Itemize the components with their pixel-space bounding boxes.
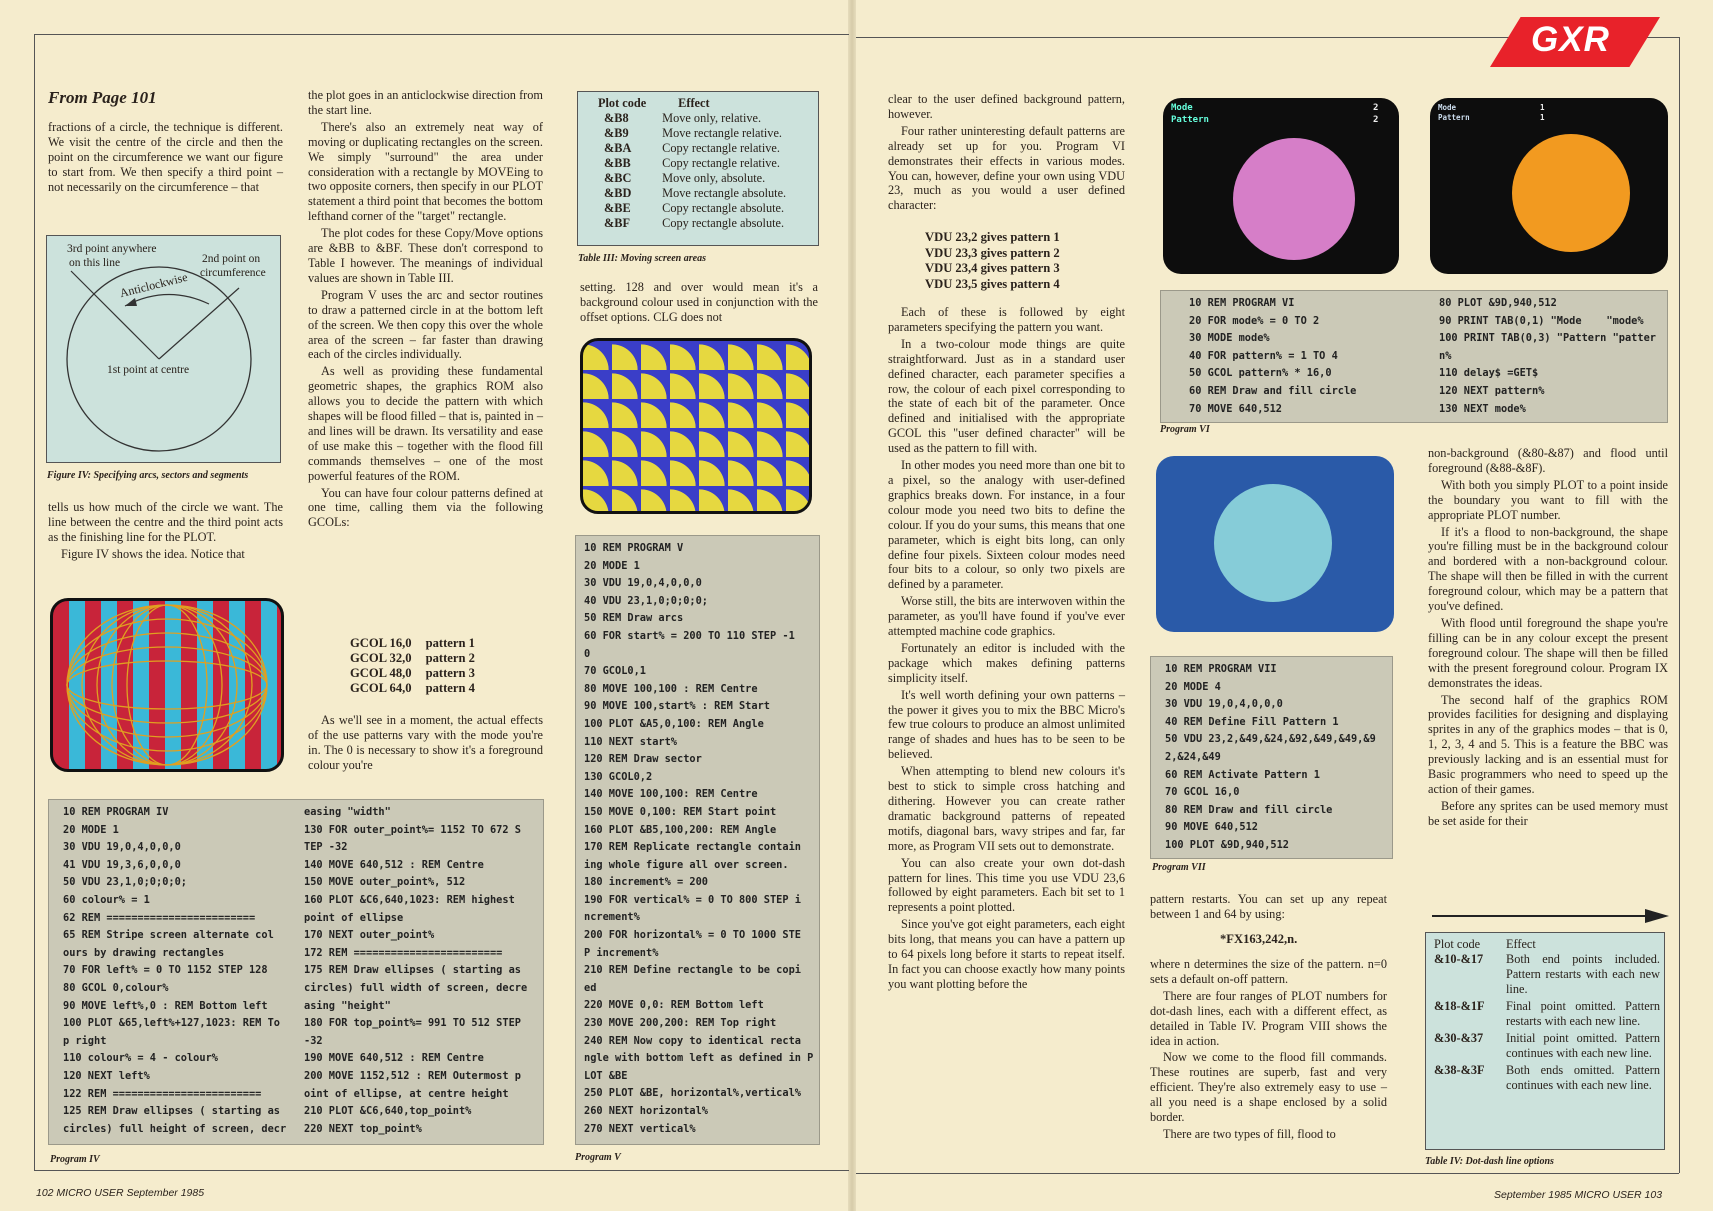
left-col1-top xyxy=(48,120,283,197)
table-3 xyxy=(577,91,819,246)
paragraph: tells us how much of the circle we want. The line between the centre and the third point acts as the finishing line for the PLOT. xyxy=(48,500,283,544)
right-col2-b xyxy=(1150,957,1387,1144)
program-4-code-left: 10 REM PROGRAM IV 20 MODE 1 30 VDU 19,0,4,0,0,0 41 VDU 19,3,6,0,0,0 50 VDU 23,1,0;0;0;0; 60 colour% = 1 62 REM ======================== 65 REM Stripe screen alternate col ours by drawing rectangles 70 FOR left% = 0 TO 1152 STEP 128 80 GCOL 0,colour% 90 MOVE left%,0 : REM Bottom left 100 PLOT &65,left%+127,1023: REM To p right 110 colour% = 4 - colour% 120 NEXT left% 122 REM ======================== 125 REM Draw ellipses ( starting as circles) full height of screen, decr xyxy=(63,806,287,1135)
continue-arrow xyxy=(1432,915,1650,917)
paragraph: It's well worth defining your own patterns – the power it gives you to mix the BBC Micro's few true colours to produce an almost unlimited range of shades and hues has to be seen to be believed. xyxy=(888,687,1125,762)
paragraph: You can also create your own dot-dash pattern for lines. This time you use VDU 23,6 followed by eight parameters. Each bit set to 1 represents a point plotted. xyxy=(888,855,1125,915)
paragraph: There's also an extremely neat way of moving or duplicating rectangles on the screen. We simply "surround" the area under consideration with a rectangle by MOVEing to two opposite corners, then specify in our PLOT statement a third point that becomes the bottom lefthand corner of the "target" rectangle. xyxy=(308,119,543,224)
paragraph: Program V uses the arc and sector routines to draw a patterned circle in at the bottom left of the screen. We then copy this over the whole area of the screen – far faster than drawing each of the circles individually. xyxy=(308,287,543,362)
paragraph: As well as providing these fundamental geometric shapes, the graphics ROM also allows you to decide the pattern with which shapes will be flood filled – that is, painted in – and lines will be drawn. Its versatility and ease of use make this – together with the flood fill commands themselves – one of the most powerful features of the ROM. xyxy=(308,364,543,483)
paragraph: non-background (&80-&87) and flood until foreground (&88-&8F). xyxy=(1428,446,1668,475)
table-row: &BE Copy rectangle absolute. xyxy=(604,201,785,215)
gcol-row: GCOL 16,0 pattern 1 xyxy=(350,636,475,650)
paragraph: With both you simply PLOT to a point inside the boundary you want to fill with the appropriate PLOT number. xyxy=(1428,477,1668,522)
program-6-caption: Program VI xyxy=(1160,424,1210,435)
paragraph: You can have four colour patterns defined at one time, calling them via the following GCOLs: xyxy=(308,485,543,530)
vdu-item: VDU 23,3 gives pattern 2 xyxy=(925,245,1060,260)
paragraph: With flood until foreground the shape you're filling can be in any colour except the present foreground colour. The shape will then be filled with the present foreground colour. Program IX demonstrates the ideas. xyxy=(1428,615,1668,690)
paragraph: When attempting to blend new colours it's best to stick to simple cross hatching and dithering. However you can create rather dramatic background patterns of repeated motifs, diagonal bars, wavy stripes and far, far more, as Program VII sets out to demonstrate. xyxy=(888,764,1125,853)
fig-label-3rd-point-b: on this line xyxy=(69,257,121,269)
program-4-caption: Program IV xyxy=(50,1154,100,1165)
paragraph: Before any sprites can be used memory must be set aside for their xyxy=(1428,798,1668,828)
gxr-badge-text: GXR xyxy=(1531,20,1610,59)
screen-label-pattern: Pattern xyxy=(1171,115,1209,125)
screenshot-program-vii xyxy=(1156,456,1394,632)
right-footer: September 1985 MICRO USER 103 xyxy=(1494,1189,1663,1201)
paragraph: There are four ranges of PLOT numbers for dot-dash lines, each with a different effect, as detailed in Table IV. Program VIII shows the idea in action. xyxy=(1150,988,1387,1048)
orange-circle xyxy=(1512,134,1630,252)
program-5-code: 10 REM PROGRAM V 20 MODE 1 30 VDU 19,0,4,0,0,0 40 VDU 23,1,0;0;0;0; 50 REM Draw arcs 60 FOR start% = 200 TO 110 STEP -1 0 70 GCOL0,1 80 MOVE 100,100 : REM Centre 90 MOVE 100,start% : REM Start 100 PLOT &A5,0,100: REM Angle 110 NEXT start% 120 REM Draw sector 130 GCOL0,2 140 MOVE 100,100: REM Centre 150 MOVE 0,100: REM Start point 160 PLOT &B5,100,200: REM Angle 170 REM Replicate rectangle contain ing whole figure all over screen. 180 increment% = 200 190 FOR vertical% = 0 TO 800 STEP i ncrement% 200 FOR horizontal% = 0 TO 1000 STE P increment% 210 REM Define rectangle to be copi ed 220 MOVE 0,0: REM Bottom left 230 MOVE 200,200: REM Top right 240 REM Now copy to identical recta ngle with bottom left as defined in P LOT &BE 250 PLOT &BE, horizontal%,vertical% 260 NEXT horizontal% 270 NEXT vertical% xyxy=(584,542,814,1135)
table-row: &18-&1F Final point omitted. Pattern restarts with each new line. xyxy=(1434,999,1660,1028)
right-col3 xyxy=(1428,446,1668,831)
gcol-row: GCOL 32,0 pattern 2 xyxy=(350,651,475,665)
paragraph: If it's a flood to non-background, the shape you're filling must be in the background colour and bordered with a non-background colour. The shape will then be filled in with the current foreground colour, which may be a pattern that you've defined. xyxy=(1428,524,1668,614)
table-row: &30-&37 Initial point omitted. Pattern continues with each new line. xyxy=(1434,1031,1660,1060)
paragraph: pattern restarts. You can set up any repeat between 1 and 64 by using: xyxy=(1150,892,1387,921)
table-row: &10-&17 Both end points included. Pattern restarts with each new line. xyxy=(1434,952,1660,996)
right-col1-top xyxy=(888,92,1125,215)
paragraph: In other modes you need more than one bit to a pixel, so the analogy with user-defined graphics breaks down. For instance, in a four colour mode you need two bits to define the colour. If you do your sums, this means that one parameter, which is eight bits long, can only define four pixels. Sixteen colour modes need four bits to a colour, so only two pixels are defined by a parameter. xyxy=(888,458,1125,592)
screenshot-program-v xyxy=(580,338,812,514)
paragraph: Each of these is followed by eight parameters specifying the pattern you want. xyxy=(888,305,1125,334)
screen-value-mode: 2 xyxy=(1373,103,1379,113)
paragraph: Worse still, the bits are interwoven within the parameter, as you'll have found if you've ever attempted machine code graphics. xyxy=(888,594,1125,639)
screen-value-pattern: 1 xyxy=(1540,113,1545,122)
cyan-circle xyxy=(1214,484,1332,602)
gcol-list xyxy=(350,636,475,696)
screen-label-mode: Mode xyxy=(1171,103,1193,113)
paragraph: The plot codes for these Copy/Move options are &BB to &BF. These don't correspond to Table I however. The meanings of individual values are shown in Table III. xyxy=(308,226,543,285)
program-6-listing xyxy=(1160,290,1668,423)
table-row: &B9 Move rectangle relative. xyxy=(604,126,782,140)
screen-label-mode: Mode xyxy=(1438,103,1457,112)
article-heading: From Page 101 xyxy=(48,88,157,107)
program-4-code-right: easing "width" 130 FOR outer_point%= 1152 TO 672 S TEP -32 140 MOVE 640,512 : REM Centre 150 MOVE outer_point%, 512 160 PLOT &C6,640,1023: REM highest point of ellipse 170 NEXT outer_point% 172 REM ======================== 175 REM Draw ellipses ( starting as circles) full width of screen, decre asing "height" 180 FOR top_point%= 991 TO 512 STEP -32 190 MOVE 640,512 : REM Centre 200 MOVE 1152,512 : REM Outermost p oint of ellipse, at centre height 210 PLOT &C6,640,top_point% 220 NEXT top_point% xyxy=(304,806,528,1135)
screen-value-mode: 1 xyxy=(1540,103,1545,112)
fig-label-3rd-point: 3rd point anywhere xyxy=(67,243,157,255)
left-col1-mid xyxy=(48,500,283,564)
table-4 xyxy=(1425,932,1665,1150)
left-col2-bottom xyxy=(308,713,543,775)
vdu-list xyxy=(925,230,1060,292)
table-3-caption: Table III: Moving screen areas xyxy=(578,253,706,264)
screenshot-mode-2 xyxy=(1163,98,1399,274)
program-5-listing xyxy=(575,535,820,1145)
paragraph: where n determines the size of the pattern. n=0 sets a default on-off pattern. xyxy=(1150,957,1387,986)
page-gutter xyxy=(848,0,856,1211)
gcol-row: GCOL 64,0 pattern 4 xyxy=(350,681,475,695)
screen-label-pattern: Pattern xyxy=(1438,113,1470,122)
vdu-item: VDU 23,4 gives pattern 3 xyxy=(925,261,1060,275)
paragraph: There are two types of fill, flood to xyxy=(1163,1126,1336,1141)
table-row: &BD Move rectangle absolute. xyxy=(604,186,787,200)
fx-command: *FX163,242,n. xyxy=(1220,932,1298,946)
table-3-grid: Plot code Effect &B8 Move only, relative. &B9 Move rectangle relative. &BA Copy rectangle relative. &BB Copy rectangle relative. &BC Move only, absolute. &BD Move rectangle absolute. &BE Copy rectangle absolute. &BF Copy rectangle absolute. xyxy=(598,96,787,230)
program-6-code-left: 10 REM PROGRAM VI 20 FOR mode% = 0 TO 2 30 MODE mode% 40 FOR pattern% = 1 TO 4 50 GCOL pattern% * 16,0 60 REM Draw and fill circle 70 MOVE 640,512 xyxy=(1189,297,1357,415)
table-row: &BC Move only, absolute. xyxy=(604,171,766,185)
paragraph: Four rather uninteresting default patterns are already set up for you. Program VI demonstrates their effects in various modes. You can, however, define your own using VDU 23, much as you would a user defined character: xyxy=(888,123,1125,213)
program-6-code-right: 80 PLOT &9D,940,512 90 PRINT TAB(0,1) "Mode "mode% 100 PRINT TAB(0,3) "Pattern "patter n% 110 delay$ =GET$ 120 NEXT pattern% 130 NEXT mode% xyxy=(1439,297,1656,415)
program-7-caption: Program VII xyxy=(1152,862,1206,873)
paragraph: Since you've got eight parameters, each eight bits long, that means you can have a pattern up to 64 pixels long before it starts to repeat itself. In fact you can choose exactly how many points you want plotting before the xyxy=(888,917,1125,991)
left-col2 xyxy=(308,88,543,532)
continue-arrow-head xyxy=(1645,909,1669,923)
paragraph: The second half of the graphics ROM provides facilities for designing and displaying sprites in any of the graphics modes – that is 0, 1, 2, 3, 4 and 5. This is a feature the BBC was previously lacking and is an essential must for Basic programmers who need to speed up the action of their games. xyxy=(1428,692,1668,796)
vdu-item: VDU 23,5 gives pattern 4 xyxy=(925,276,1060,291)
paragraph: In a two-colour mode things are quite straightforward. Just as in a standard user defined character, each parameter specifies a row, the colour of each pixel corresponding to the state of each bit of the parameter. Once defined and initialised with the appropriate GCOL this "user defined character" will be used as the pattern to fill with. xyxy=(888,336,1125,456)
left-frame-left xyxy=(34,34,35,1170)
fig-label-1st-point: 1st point at centre xyxy=(107,364,190,376)
ellipse-pattern xyxy=(53,601,281,769)
right-col1-body xyxy=(888,305,1125,994)
screenshot-program-iv xyxy=(50,598,284,772)
screenshot-mode-1 xyxy=(1430,98,1668,274)
right-col2-a xyxy=(1150,892,1387,924)
table-row: &38-&3F Both ends omitted. Pattern continues with each new line. xyxy=(1434,1063,1660,1092)
vdu-item: VDU 23,2 gives pattern 1 xyxy=(925,230,1060,244)
figure-4 xyxy=(46,235,281,463)
program-7-code: 10 REM PROGRAM VII 20 MODE 4 30 VDU 19,0,4,0,0,0 40 REM Define Fill Pattern 1 50 VDU 23,2,&49,&24,&92,&49,&49,&9 2,&24,&49 60 REM Activate Pattern 1 70 GCOL 16,0 80 REM Draw and fill circle 90 MOVE 640,512 100 PLOT &9D,940,512 xyxy=(1165,663,1376,851)
fig-label-2nd-point: 2nd point on xyxy=(202,253,261,265)
fig-label-anticlockwise: Anticlockwise xyxy=(118,269,189,301)
table-4-caption: Table IV: Dot-dash line options xyxy=(1425,1156,1554,1167)
left-frame-top xyxy=(34,34,849,35)
gcol-row: GCOL 48,0 pattern 3 xyxy=(350,666,475,680)
table-row: &BA Copy rectangle relative. xyxy=(604,141,780,155)
paragraph: As we'll see in a moment, the actual effects of the use patterns vary with the mode you're in. The 0 is necessary to show it's a foreground colour you're xyxy=(308,713,543,772)
paragraph: setting. 128 and over would mean it's a background colour used in conjunction with the offset options. CLG does not xyxy=(580,280,818,324)
right-frame-right xyxy=(1679,37,1680,1173)
paragraph: Now we come to the flood fill commands. These routines are superb, fast and very efficient. They're also extremely easy to use – all you need is a shape enclosed by a solid border. xyxy=(1150,1050,1387,1125)
paragraph: clear to the user defined background pattern, however. xyxy=(888,92,1125,121)
fig-label-2nd-point-b: circumference xyxy=(200,267,266,279)
screen-value-pattern: 2 xyxy=(1373,115,1379,125)
right-frame-bottom xyxy=(856,1173,1679,1174)
paragraph: Fortunately an editor is included with the package which makes defining patterns simplicity itself. xyxy=(888,640,1125,685)
left-frame-bottom xyxy=(34,1170,849,1171)
program-4-listing xyxy=(48,799,544,1145)
program-5-caption: Program V xyxy=(575,1152,621,1163)
table-row: &B8 Move only, relative. xyxy=(604,111,762,125)
table-row: &BF Copy rectangle absolute. xyxy=(604,216,785,230)
paragraph: Figure IV shows the idea. Notice that xyxy=(61,546,245,561)
left-footer: 102 MICRO USER September 1985 xyxy=(36,1187,205,1199)
table-row: &BB Copy rectangle relative. xyxy=(604,156,780,170)
paragraph: the plot goes in an anticlockwise direction from the start line. xyxy=(308,88,543,117)
paragraph: fractions of a circle, the technique is different. We visit the centre of the circle and then the point on the circumference we want our figure to start from. We then specify a third point – not necessarily on the circumference – that xyxy=(48,120,283,194)
figure-4-caption: Figure IV: Specifying arcs, sectors and segments xyxy=(47,470,249,481)
left-col3-top xyxy=(580,280,818,327)
pink-circle xyxy=(1233,138,1355,260)
program-7-listing xyxy=(1150,656,1393,859)
table-4-grid: Plot code Effect &10-&17 Both end points included. Pattern restarts with each new line. &18-&1F Final point omitted. Pattern restarts with each new line. &30-&37 Initial point omitted. Pattern continues with each new line. &38-&3F Both ends omitted. Pattern continues with each new line. xyxy=(1434,937,1660,1092)
